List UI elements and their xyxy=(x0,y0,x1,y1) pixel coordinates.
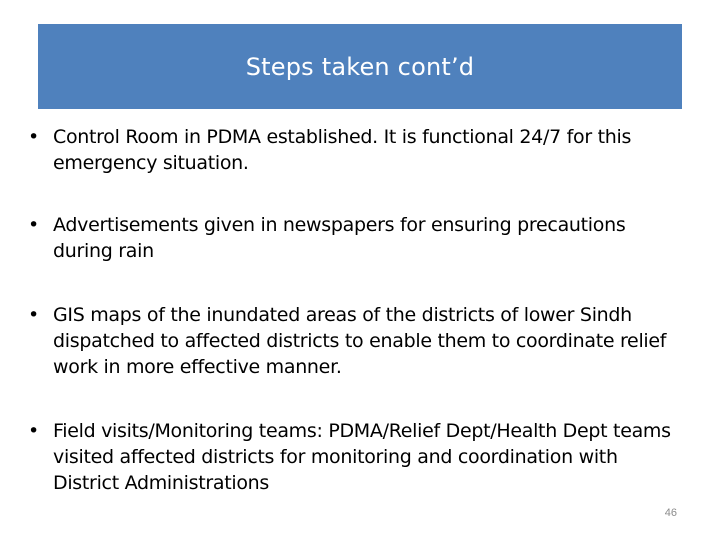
page-number: 46 xyxy=(664,507,677,519)
bullet-item xyxy=(26,124,686,176)
bullet-item xyxy=(26,302,686,380)
bullet-item xyxy=(26,418,686,496)
slide-title: Steps taken cont’d xyxy=(245,52,475,81)
bullet-text: Field visits/Monitoring teams: PDMA/Relief Dept/Health Dept teams visited affected districts for monitoring and coordination with District Administrations xyxy=(53,420,671,494)
title-banner xyxy=(38,24,682,109)
bullet-text: Advertisements given in newspapers for ensuring precautions during rain xyxy=(53,214,626,262)
bullet-item xyxy=(26,212,686,264)
bullet-dot-icon: • xyxy=(28,420,39,442)
bullet-text: GIS maps of the inundated areas of the districts of lower Sindh dispatched to affected districts to enable them to coordinate relief work in more effective manner. xyxy=(53,304,667,378)
bullet-dot-icon: • xyxy=(28,214,39,236)
bullet-text: Control Room in PDMA established. It is functional 24/7 for this emergency situation. xyxy=(53,126,632,174)
bullet-dot-icon: • xyxy=(28,126,39,148)
bullet-dot-icon: • xyxy=(28,304,39,326)
